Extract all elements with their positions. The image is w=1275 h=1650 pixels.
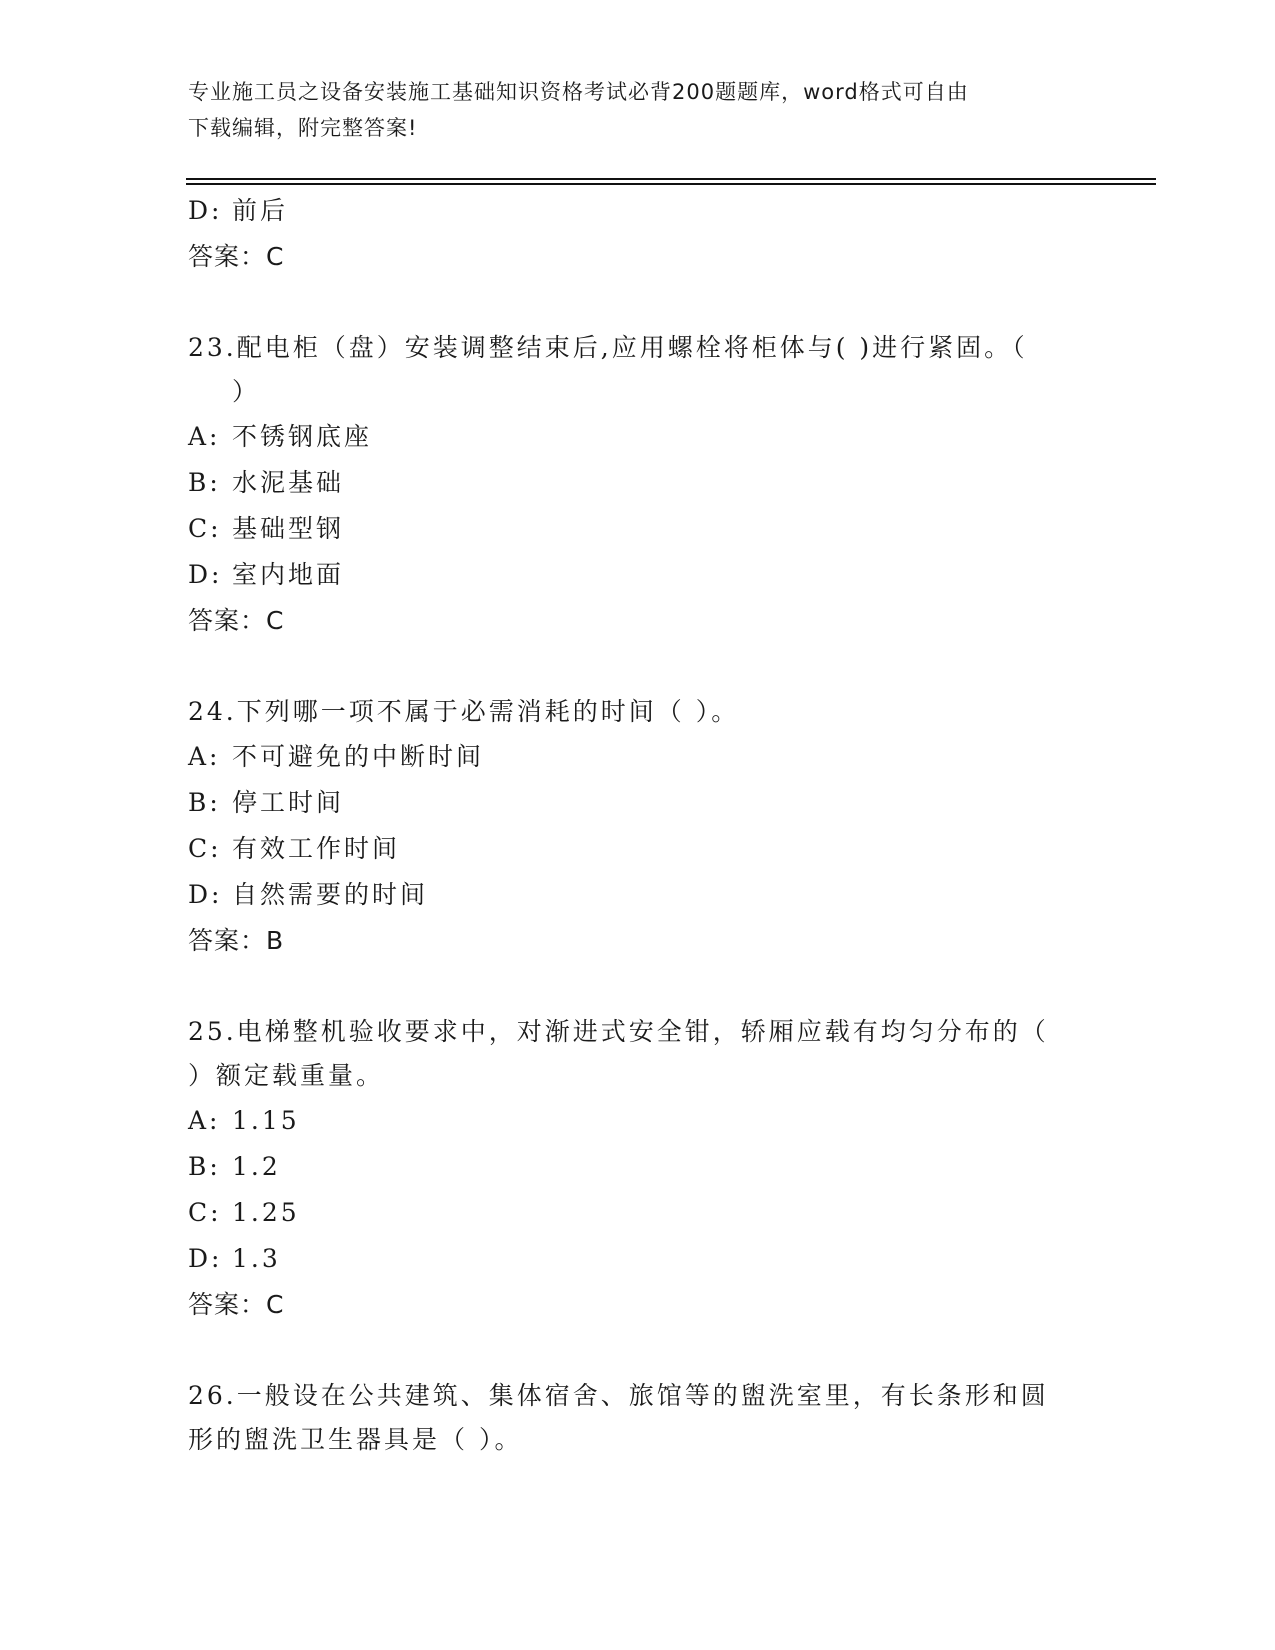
question-25-line-2: ）额定载重量。 [188, 1061, 385, 1090]
option-text: 不可避免的中断时间 [232, 742, 485, 771]
question-25-option-b [188, 1144, 1088, 1190]
question-24-option-d [188, 872, 1088, 918]
option-label: C: [188, 514, 222, 543]
option-text: 有效工作时间 [232, 834, 401, 863]
header-line-2: 下载编辑，附完整答案! [188, 116, 418, 140]
question-23-option-a [188, 414, 1088, 460]
option-label: C: [188, 834, 222, 863]
question-23-line-2: ） [232, 377, 261, 406]
option-label: A: [188, 1106, 221, 1135]
option-text: 1.2 [232, 1152, 281, 1181]
prev-option-d [188, 188, 1088, 234]
option-text: 前后 [232, 196, 289, 225]
option-label: B: [188, 1152, 221, 1181]
option-label: D: [188, 880, 223, 909]
header-line-1: 专业施工员之设备安装施工基础知识资格考试必背200题题库，word格式可自由 [188, 80, 969, 104]
option-text: 1.15 [232, 1106, 300, 1135]
option-label: D: [188, 560, 223, 589]
question-23-option-d [188, 552, 1088, 598]
question-25-answer: 答案：C [188, 1290, 285, 1319]
option-text: 1.3 [232, 1244, 281, 1273]
document-header [188, 74, 1068, 146]
header-rule-top [186, 178, 1156, 180]
option-label: B: [188, 788, 221, 817]
option-text: 室内地面 [232, 560, 345, 589]
option-label: D: [188, 196, 223, 225]
question-26-line-1: 26.一般设在公共建筑、集体宿舍、旅馆等的盥洗室里，有长条形和圆 [188, 1381, 1049, 1410]
question-23-option-b [188, 460, 1088, 506]
option-label: B: [188, 468, 221, 497]
question-23-option-c [188, 506, 1088, 552]
option-text: 水泥基础 [232, 468, 345, 497]
question-24-option-c [188, 826, 1088, 872]
question-24-option-b [188, 780, 1088, 826]
question-25-option-c [188, 1190, 1088, 1236]
option-label: D: [188, 1244, 223, 1273]
question-24-option-a [188, 734, 1088, 780]
option-text: 不锈钢底座 [232, 422, 373, 451]
question-25-option-a [188, 1098, 1088, 1144]
header-rule-bottom [186, 183, 1156, 185]
document-body [188, 188, 1088, 1462]
option-label: A: [188, 422, 221, 451]
question-25-option-d [188, 1236, 1088, 1282]
option-text: 1.25 [232, 1198, 300, 1227]
option-text: 停工时间 [232, 788, 345, 817]
option-text: 基础型钢 [232, 514, 345, 543]
question-25-line-1: 25.电梯整机验收要求中，对渐进式安全钳，轿厢应载有均匀分布的（ [188, 1017, 1049, 1046]
prev-answer: 答案：C [188, 242, 285, 271]
question-23-answer: 答案：C [188, 606, 285, 635]
option-text: 自然需要的时间 [232, 880, 429, 909]
question-24-line-1: 24.下列哪一项不属于必需消耗的时间（ ）。 [188, 697, 740, 726]
option-label: C: [188, 1198, 222, 1227]
option-label: A: [188, 742, 221, 771]
question-23-line-1: 23.配电柜（盘）安装调整结束后,应用螺栓将柜体与( )进行紧固。（ [188, 333, 1028, 362]
question-24-answer: 答案：B [188, 926, 285, 955]
question-26-line-2: 形的盥洗卫生器具是（ ）。 [188, 1425, 523, 1454]
